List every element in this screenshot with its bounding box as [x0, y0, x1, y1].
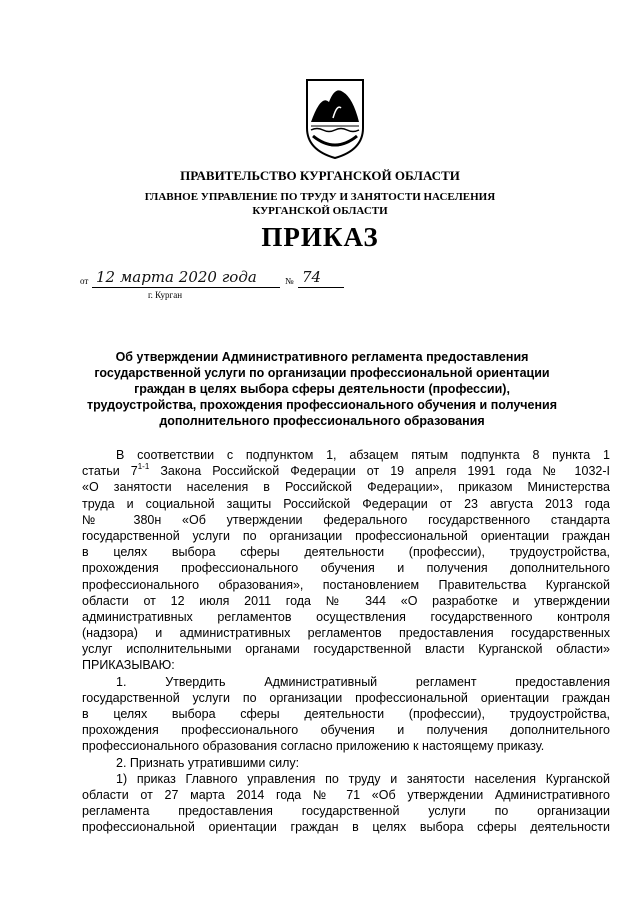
title-line: государственной услуги по организации профессиональной ориентации — [94, 366, 550, 380]
body-line: административных регламентов осуществления государственного контроля — [82, 609, 610, 624]
body-line: ПРИКАЗЫВАЮ: — [82, 658, 175, 673]
title-line: Об утверждении Административного регламента предоставления — [115, 350, 529, 364]
order-title — [82, 349, 562, 429]
body-line: в целях выбора сферы деятельности (профессии), трудоустройства, — [82, 545, 610, 560]
kurgan-coat-of-arms-icon — [303, 78, 367, 160]
body-line — [82, 463, 610, 479]
city-label: г. Курган — [148, 290, 183, 300]
body-line-text: Закона Российской Федерации от 19 апреля 1991 года № 1032-I — [149, 464, 610, 479]
date-number-line — [80, 268, 360, 308]
department-name-line2: КУРГАНСКОЙ ОБЛАСТИ — [252, 205, 388, 217]
body-line: «О занятости населения в Российской Федерации», приказом Министерства — [82, 480, 610, 495]
body-line: в целях выбора сферы деятельности (профессии), трудоустройства, — [82, 707, 610, 721]
title-line: граждан в целях выбора сферы деятельности (профессии), — [134, 382, 510, 396]
title-line: дополнительного профессионального образования — [159, 414, 485, 428]
document-type-title: ПРИКАЗ — [261, 222, 379, 252]
body-line: государственной услуги по организации профессиональной ориентации граждан — [82, 690, 610, 705]
number-label: № — [285, 276, 294, 286]
handwritten-date: 12 марта 2020 года — [96, 268, 257, 286]
body-line: области от 27 марта 2014 года № 71 «Об утверждении Административного — [82, 787, 610, 802]
body-line-text: статьи 7 — [82, 464, 138, 479]
body-line: 1) приказ Главного управления по труду и занятости населения Курганской — [116, 771, 610, 786]
body-line: 2. Признать утратившими силу: — [116, 755, 300, 770]
body-line: области от 12 июля 2011 года № 344 «О разработке и утверждении — [82, 593, 610, 608]
body-line: профессиональной ориентации граждан в целях выбора сферы деятельности — [82, 820, 610, 835]
department-name — [0, 190, 640, 218]
superscript: 1-1 — [137, 463, 150, 472]
body-line: регламента предоставления государственной услуги по организации — [82, 804, 610, 819]
body-line: услуг исполнительными органами государственной власти Курганской области» — [82, 642, 610, 657]
body-line: прохождения профессионального обучения и получения дополнительного — [82, 723, 610, 738]
body-line: профессионального образования», постановлением Правительства Курганской — [82, 577, 610, 592]
body-line: профессионального образования согласно приложению к настоящему приказу. — [82, 739, 545, 754]
body-line: 1. Утвердить Административный регламент предоставления — [116, 674, 610, 689]
government-name: ПРАВИТЕЛЬСТВО КУРГАНСКОЙ ОБЛАСТИ — [180, 168, 460, 183]
body-line: В соответствии с подпунктом 1, абзацем пятым подпункта 8 пункта 1 — [116, 448, 610, 462]
order-body — [82, 447, 610, 836]
body-line: труда и социальной защиты Российской Федерации от 23 августа 2013 года — [82, 496, 610, 511]
number-underline — [298, 287, 344, 288]
body-line: прохождения профессионального обучения и получения дополнительного — [82, 561, 610, 576]
from-label: от — [80, 276, 89, 286]
handwritten-number: 74 — [302, 268, 322, 286]
body-line: государственной услуги по организации профессиональной ориентации граждан — [82, 528, 610, 543]
department-name-line1: ГЛАВНОЕ УПРАВЛЕНИЕ ПО ТРУДУ И ЗАНЯТОСТИ НАСЕЛЕНИЯ — [144, 191, 496, 203]
body-line: (надзора) и административных регламентов предоставления государственных — [82, 626, 610, 641]
body-line: № 380н «Об утверждении федерального государственного стандарта — [82, 512, 610, 527]
date-underline — [92, 287, 280, 288]
title-line: трудоустройства, прохождения профессионального обучения и получения — [86, 398, 558, 412]
